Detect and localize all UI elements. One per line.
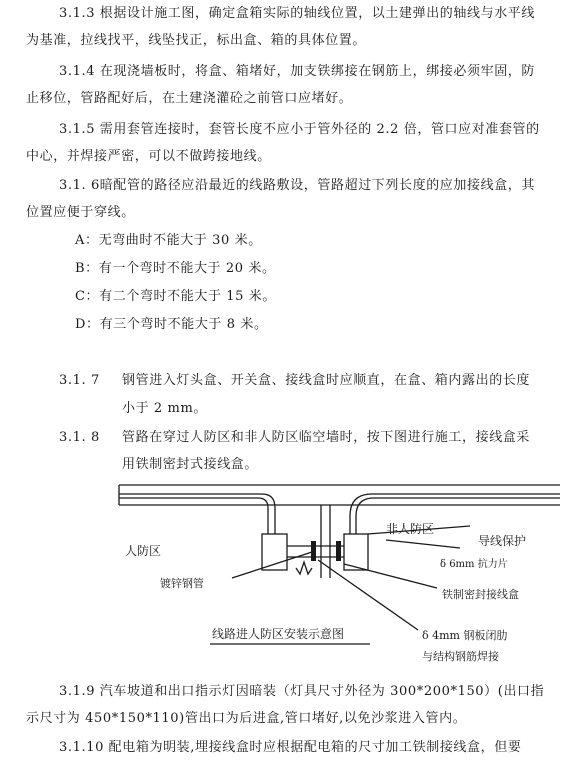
paragraph-3-1-4-line2: 止移位，管路配好后，在土建浇灌砼之前管口应堵好。 [26,91,353,106]
label-galvanized-pipe: 镀锌钢管 [160,577,204,590]
paragraph-3-1-5-line2: 中心，并焊接严密，可以不做跨接地线。 [26,149,271,164]
paragraph-3-1-7-line1: 钢管进入灯头盒、开关盒、接线盒时应顺直，在盒、箱内露出的长度 [122,373,531,388]
label-steel-plate-4mm-line2: 与结构钢筋焊接 [422,650,499,663]
label-wire-protection: 导线保护 [478,534,527,548]
label-civil-defense: 人防区 [125,544,162,558]
label-steel-plate-4mm-line1: δ 4mm 钢板闭肋 [422,629,508,642]
paragraph-3-1-8-line2: 用铁制密封式接线盒。 [122,457,259,472]
paragraph-3-1-8-number: 3.1. 8 [59,430,100,445]
paragraph-3-1-7-line2: 小于 2 mm。 [122,401,207,416]
paragraph-3-1-6-line2: 位置应便于穿线。 [26,205,135,220]
steel-plate-right [336,541,341,561]
paragraph-3-1-6-line1: 3.1. 6暗配管的路径应沿最近的线路敷设，管路超过下列长度的应加接线盒，其 [59,178,536,193]
label-steel-plate-6mm: δ 6mm 抗力片 [440,559,508,570]
steel-plate-left [311,541,316,561]
label-non-civil-defense: 非人防区 [386,522,435,536]
list-item-c: C：有二个弯时不能大于 15 米。 [75,289,276,304]
paragraph-3-1-5-line1: 3.1.5 需用套管连接时，套管长度不应小于管外径的 2.2 倍，管口应对准套管的 [59,122,540,137]
paragraph-3-1-4-line1: 3.1.4 在现浇墙板时，将盒、箱堵好，加支铁绑接在钢筋上，绑接必须牢固，防 [59,64,536,79]
paragraph-3-1-3-line1: 3.1.3 根据设计施工图，确定盒箱实际的轴线位置，以土建弹出的轴线与水平线 [59,6,536,21]
paragraph-3-1-10-line1: 3.1.10 配电箱为明装,埋接线盒时应根据配电箱的尺寸加工铁制接线盒，但要 [59,740,522,755]
paragraph-3-1-3-line2: 为基准，拉线找平，线坠找正，标出盒、箱的具体位置。 [26,33,367,48]
paragraph-3-1-7-number: 3.1. 7 [59,373,100,388]
installation-diagram [110,474,570,670]
list-item-a: A：无弯曲时不能大于 30 米。 [75,233,262,248]
list-item-d: D：有三个弯时不能大于 8 米。 [75,317,268,332]
paragraph-3-1-8-line1: 管路在穿过人防区和非人防区临空墙时，按下图进行施工，接线盒采 [122,430,531,445]
label-sealed-box: 铁制密封接线盒 [442,588,519,601]
list-item-b: B：有一个弯时不能大于 20 米。 [75,261,276,276]
figure-caption: 线路进人防区安装示意图 [212,627,345,641]
paragraph-3-1-9-line2: 示尺寸为 450*150*110)管出口为后进盒,管口堵好,以免沙浆进入管内。 [26,711,467,726]
paragraph-3-1-9-line1: 3.1.9 汽车坡道和出口指示灯因暗装（灯具尺寸外径为 300*200*150）(出口指 [59,684,545,699]
